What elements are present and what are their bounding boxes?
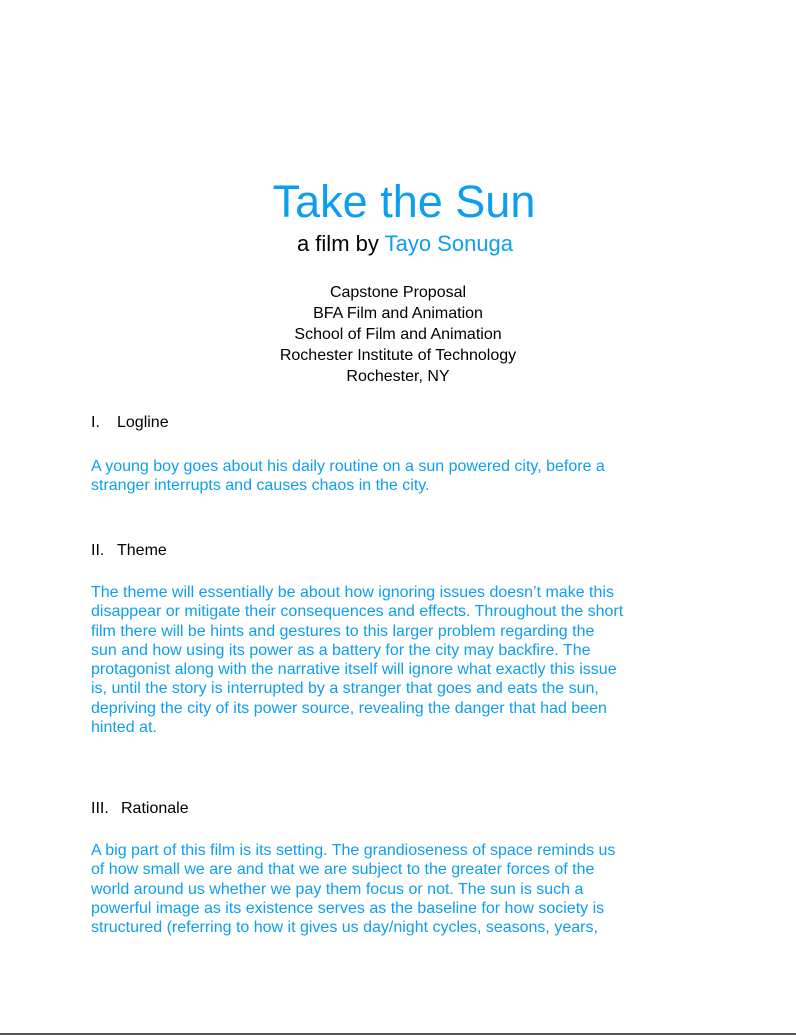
paragraph-line: disappear or mitigate their consequences and effects. Throughout the short (91, 603, 624, 621)
section-title: Logline (117, 414, 169, 431)
info-line: Rochester, NY (346, 368, 450, 385)
paragraph-line: is, until the story is interrupted by a stranger that goes and eats the sun, (91, 680, 599, 698)
paragraph-line: world around us whether we pay them focus or not. The sun is such a (91, 880, 584, 898)
paragraph-line: sun and how using its power as a battery for the city may backfire. The (91, 641, 591, 659)
paragraph-line: protagonist along with the narrative itself will ignore what exactly this issue (91, 661, 617, 679)
paragraph-line: A young boy goes about his daily routine on a sun powered city, before a (91, 458, 605, 475)
paragraph-line: depriving the city of its power source, revealing the danger that had been (91, 699, 607, 717)
section-number: II. (91, 542, 105, 559)
section-heading-theme (91, 541, 167, 561)
theme-paragraph (91, 583, 721, 737)
paragraph-line: powerful image as its existence serves as the baseline for how society is (91, 899, 605, 917)
paragraph-line: of how small we are and that we are subject to the greater forces of the (91, 861, 595, 879)
section-title: Rationale (121, 800, 189, 817)
info-line: BFA Film and Animation (313, 305, 483, 322)
section-heading-logline (91, 413, 169, 433)
info-line: School of Film and Animation (294, 326, 502, 343)
rationale-paragraph (91, 841, 721, 937)
paragraph-line: stranger interrupts and causes chaos in the city. (91, 477, 430, 495)
paragraph-line: film there will be hints and gestures to this larger problem regarding the (91, 622, 595, 640)
info-line: Capstone Proposal (329, 284, 467, 301)
logline-paragraph (91, 457, 721, 496)
subtitle-prefix: a film by (296, 231, 379, 256)
paragraph-line: structured (referring to how it gives us day/night cycles, seasons, years, (91, 919, 598, 937)
paragraph-line: hinted at. (91, 719, 157, 737)
proposal-info (0, 282, 796, 387)
subtitle (0, 230, 796, 258)
document-title: Take the Sun (272, 176, 536, 227)
section-heading-rationale (91, 799, 189, 819)
section-number: I. (91, 414, 100, 431)
paragraph-line: A big part of this film is its setting. The grandioseness of space reminds us (91, 842, 616, 859)
paragraph-line: The theme will essentially be about how ignoring issues doesn’t make this (91, 584, 614, 601)
author-name: Tayo Sonuga (384, 231, 514, 256)
section-title: Theme (117, 542, 167, 559)
section-number: III. (91, 800, 109, 817)
info-line: Rochester Institute of Technology (279, 347, 517, 364)
